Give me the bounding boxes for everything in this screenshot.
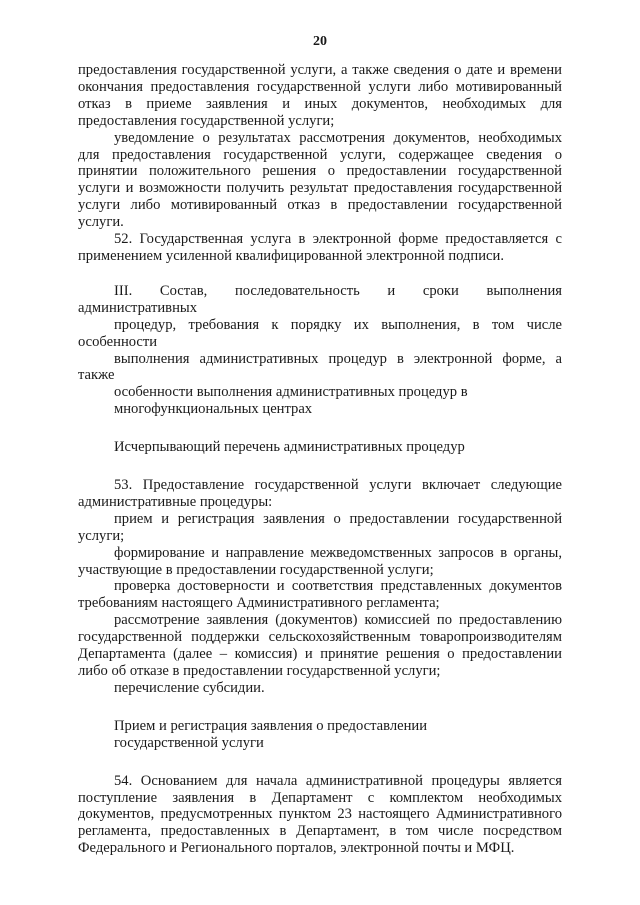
list-item-procedure: проверка достоверности и соответствия представленных документов требованиям настоящего Административного регламента; xyxy=(78,578,562,612)
page-number: 20 xyxy=(313,34,327,49)
list-item-procedure: перечисление субсидии. xyxy=(114,679,265,696)
subheading-procedures-list: Исчерпывающий перечень административных процедур xyxy=(114,439,465,456)
section-heading-line: выполнения административных процедур в электронной форме, а также xyxy=(78,350,562,384)
list-item-procedure: прием и регистрация заявления о предоставлении государственной услуги; xyxy=(78,510,562,544)
subheading-reception-line: государственной услуги xyxy=(114,734,264,751)
section-heading-line: особенности выполнения административных процедур в xyxy=(114,384,468,401)
section-heading-iii xyxy=(78,283,562,418)
list-item-procedure: формирование и направление межведомственных запросов в органы, участвующие в предоставлении государственной услуги; xyxy=(78,544,562,578)
section-heading-line: III. Состав, последовательность и сроки выполнения административных xyxy=(78,282,562,316)
section-heading-line: многофункциональных центрах xyxy=(114,401,313,418)
document-body xyxy=(78,62,562,857)
paragraph-notification: уведомление о результатах рассмотрения документов, необходимых для предоставления государственной услуги, содержащее сведения о принятии положительного решения о предоставлении государственной услуги и возможности получить результат предоставления государственной услуги либо мотивированный отказ в предоставлении государственной услуги. xyxy=(78,129,562,231)
paragraph-54: 54. Основанием для начала административной процедуры является поступление заявления в Департамент с комплектом необходимых документов, предусмотренных пунктом 23 настоящего Административного регламента, предоставленных в Департамент, в том числе посредством Федерального и Регионального порталов, электронной почты и МФЦ. xyxy=(78,772,562,857)
paragraph-continuation: предоставления государственной услуги, а также сведения о дате и времени окончания предоставления государственной услуги либо мотивированный отказ в приеме заявления и иных документов, необходимых для предоставления государственной услуги; xyxy=(78,62,562,129)
paragraph-52: 52. Государственная услуга в электронной форме предоставляется с применением усиленной квалифицированной электронной подписи. xyxy=(78,231,562,264)
list-item-procedure: рассмотрение заявления (документов) комиссией по предоставлению государственной поддержки сельскохозяйственным товаропроизводителям Департамента (далее – комиссия) и принятие решения о предоставлении либо об отказе в предоставлении государственной услуги; xyxy=(78,612,562,679)
paragraph-53: 53. Предоставление государственной услуги включает следующие административные процедуры: xyxy=(78,477,562,510)
section-heading-line: процедур, требования к порядку их выполнения, в том числе особенности xyxy=(78,316,562,350)
subheading-reception-line: Прием и регистрация заявления о предоставлении xyxy=(114,717,428,734)
